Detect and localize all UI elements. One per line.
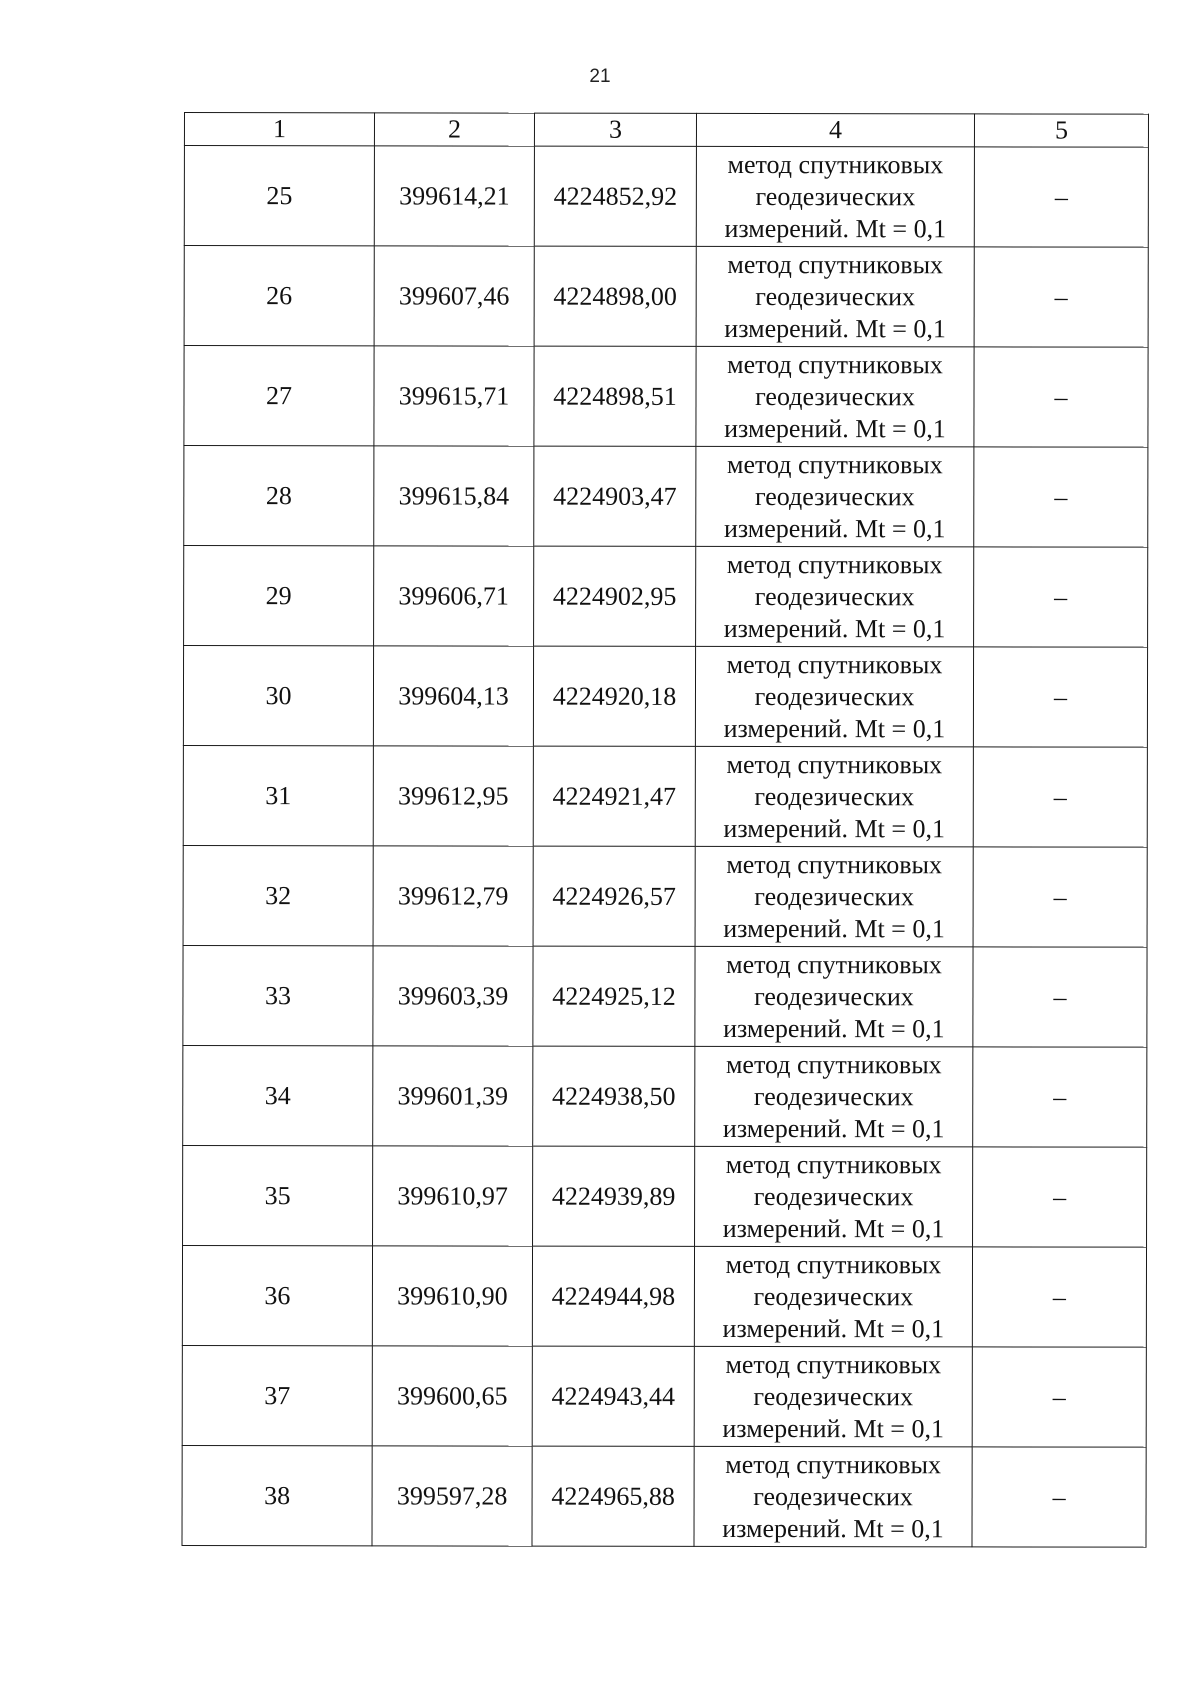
method-text-line: метод спутниковых — [726, 949, 942, 979]
table-row — [182, 1445, 1146, 1547]
note-cell: – — [974, 247, 1148, 347]
method-text-line: геодезических — [753, 1481, 913, 1511]
y-coordinate-cell: 4224925,12 — [533, 946, 695, 1046]
point-number-cell: 38 — [182, 1445, 372, 1545]
method-text-line: измерений. Mt = 0,1 — [722, 1213, 945, 1243]
x-coordinate-cell: 399612,95 — [373, 746, 533, 846]
method-cell — [695, 746, 973, 846]
note-cell: – — [974, 347, 1148, 447]
method-text-line: геодезических — [754, 881, 915, 911]
point-number-cell: 33 — [183, 945, 373, 1045]
note-cell: – — [972, 1247, 1146, 1347]
method-text-line: геодезических — [755, 281, 916, 311]
method-text-line: геодезических — [755, 181, 916, 211]
method-text-line: метод спутниковых — [726, 649, 943, 679]
method-text-line: геодезических — [754, 781, 915, 811]
table-row — [182, 1345, 1146, 1447]
method-text-line: измерений. Mt = 0,1 — [724, 413, 946, 443]
method-text-line: геодезических — [753, 1381, 914, 1411]
x-coordinate-cell: 399607,46 — [374, 246, 534, 346]
table-row — [184, 146, 1148, 248]
method-text-line: измерений. Mt = 0,1 — [723, 813, 946, 843]
x-coordinate-cell: 399603,39 — [373, 946, 533, 1046]
method-cell — [695, 1046, 973, 1146]
note-cell: – — [974, 447, 1148, 547]
method-cell — [696, 146, 974, 246]
header-row — [184, 113, 1148, 148]
note-cell: – — [973, 847, 1147, 947]
x-coordinate-cell: 399600,65 — [372, 1346, 532, 1446]
page-number: 21 — [589, 66, 611, 87]
y-coordinate-cell: 4224920,18 — [533, 646, 695, 746]
x-coordinate-cell: 399610,97 — [373, 1146, 533, 1246]
point-number-cell: 30 — [183, 646, 373, 746]
method-text-line: измерений. Mt = 0,1 — [724, 213, 947, 243]
point-number-cell: 34 — [183, 1045, 373, 1145]
method-text-line: измерений. Mt = 0,1 — [724, 313, 946, 343]
method-text-line: геодезических — [755, 381, 915, 411]
method-cell — [696, 446, 974, 546]
method-text-line: геодезических — [753, 1081, 914, 1111]
method-cell — [694, 1246, 972, 1346]
table-body — [182, 146, 1148, 1548]
y-coordinate-cell: 4224939,89 — [533, 1146, 695, 1246]
y-coordinate-cell: 4224902,95 — [534, 546, 696, 646]
method-text-line: метод спутниковых — [725, 1349, 942, 1379]
method-text-line: геодезических — [753, 1281, 914, 1311]
point-number-cell: 26 — [184, 246, 374, 346]
note-cell: – — [972, 1447, 1146, 1547]
y-coordinate-cell: 4224852,92 — [534, 146, 696, 246]
method-text-line: измерений. Mt = 0,1 — [723, 513, 946, 543]
method-text-line: метод спутниковых — [727, 249, 944, 279]
x-coordinate-cell: 399597,28 — [372, 1446, 532, 1546]
note-cell: – — [972, 1347, 1146, 1447]
x-coordinate-cell: 399612,79 — [373, 846, 533, 946]
x-coordinate-cell: 399604,13 — [373, 646, 533, 746]
method-text-line: геодезических — [754, 481, 915, 511]
note-cell: – — [973, 647, 1147, 747]
x-coordinate-cell: 399615,71 — [374, 346, 534, 446]
method-text-line: измерений. Mt = 0,1 — [723, 613, 946, 643]
table-row — [184, 246, 1148, 348]
table-row — [183, 745, 1147, 847]
y-coordinate-cell: 4224944,98 — [532, 1246, 694, 1346]
method-text-line: геодезических — [754, 581, 915, 611]
x-coordinate-cell: 399601,39 — [373, 1046, 533, 1146]
table-row — [184, 346, 1148, 448]
method-text-line: измерений. Mt = 0,1 — [722, 1113, 945, 1143]
method-text-line: измерений. Mt = 0,1 — [723, 1013, 945, 1043]
method-text-line: метод спутниковых — [725, 1249, 942, 1279]
method-cell — [694, 1446, 972, 1546]
y-coordinate-cell: 4224903,47 — [534, 446, 696, 546]
table-row — [183, 1045, 1147, 1147]
column-header: 3 — [534, 113, 696, 146]
note-cell: – — [973, 1147, 1147, 1247]
note-cell: – — [973, 1047, 1147, 1147]
x-coordinate-cell: 399614,21 — [374, 146, 534, 246]
x-coordinate-cell: 399615,84 — [374, 446, 534, 546]
point-number-cell: 36 — [182, 1245, 372, 1345]
method-text-line: измерений. Mt = 0,1 — [723, 713, 946, 743]
method-cell — [696, 346, 974, 446]
note-cell: – — [973, 747, 1147, 847]
method-text-line: метод спутниковых — [725, 1049, 942, 1079]
method-text-line: метод спутниковых — [727, 149, 944, 179]
method-text-line: измерений. Mt = 0,1 — [722, 1313, 945, 1343]
method-cell — [695, 846, 973, 946]
table-row — [183, 845, 1147, 947]
table-row — [183, 646, 1147, 748]
method-cell — [695, 646, 973, 746]
method-cell — [696, 546, 974, 646]
method-text-line: метод спутниковых — [727, 349, 943, 379]
method-text-line: геодезических — [753, 1181, 914, 1211]
point-number-cell: 31 — [183, 745, 373, 845]
method-text-line: измерений. Mt = 0,1 — [723, 913, 945, 943]
column-header: 2 — [374, 113, 534, 146]
y-coordinate-cell: 4224898,51 — [534, 346, 696, 446]
method-text-line: метод спутниковых — [726, 749, 943, 779]
method-text-line: метод спутниковых — [725, 1149, 942, 1179]
point-number-cell: 37 — [182, 1345, 372, 1445]
table-header — [184, 113, 1148, 148]
column-header: 4 — [696, 113, 974, 146]
method-text-line: геодезических — [754, 981, 914, 1011]
coordinates-table — [181, 112, 1149, 1548]
column-header: 1 — [184, 113, 374, 146]
y-coordinate-cell: 4224943,44 — [532, 1346, 694, 1446]
y-coordinate-cell: 4224898,00 — [534, 246, 696, 346]
note-cell: – — [973, 947, 1147, 1047]
table-row — [184, 546, 1148, 648]
table-row — [183, 1145, 1147, 1247]
y-coordinate-cell: 4224926,57 — [533, 846, 695, 946]
method-cell — [695, 1146, 973, 1246]
method-text-line: метод спутниковых — [726, 849, 943, 879]
y-coordinate-cell: 4224921,47 — [533, 746, 695, 846]
point-number-cell: 29 — [184, 546, 374, 646]
point-number-cell: 28 — [184, 446, 374, 546]
point-number-cell: 27 — [184, 346, 374, 446]
x-coordinate-cell: 399610,90 — [372, 1246, 532, 1346]
method-text-line: метод спутниковых — [727, 449, 943, 479]
note-cell: – — [974, 547, 1148, 647]
method-text-line: метод спутниковых — [725, 1449, 942, 1479]
point-number-cell: 35 — [183, 1145, 373, 1245]
method-cell — [694, 1346, 972, 1446]
method-text-line: метод спутниковых — [726, 549, 943, 579]
table-row — [182, 1245, 1146, 1347]
table-row — [184, 446, 1148, 548]
y-coordinate-cell: 4224965,88 — [532, 1446, 694, 1546]
point-number-cell: 25 — [184, 146, 374, 246]
method-text-line: измерений. Mt = 0,1 — [722, 1513, 944, 1543]
x-coordinate-cell: 399606,71 — [374, 546, 534, 646]
note-cell: – — [974, 147, 1148, 247]
method-cell — [696, 246, 974, 346]
table-row — [183, 945, 1147, 1047]
y-coordinate-cell: 4224938,50 — [533, 1046, 695, 1146]
method-text-line: геодезических — [754, 681, 915, 711]
column-header: 5 — [974, 114, 1148, 147]
point-number-cell: 32 — [183, 845, 373, 945]
method-text-line: измерений. Mt = 0,1 — [722, 1413, 945, 1443]
method-cell — [695, 946, 973, 1046]
